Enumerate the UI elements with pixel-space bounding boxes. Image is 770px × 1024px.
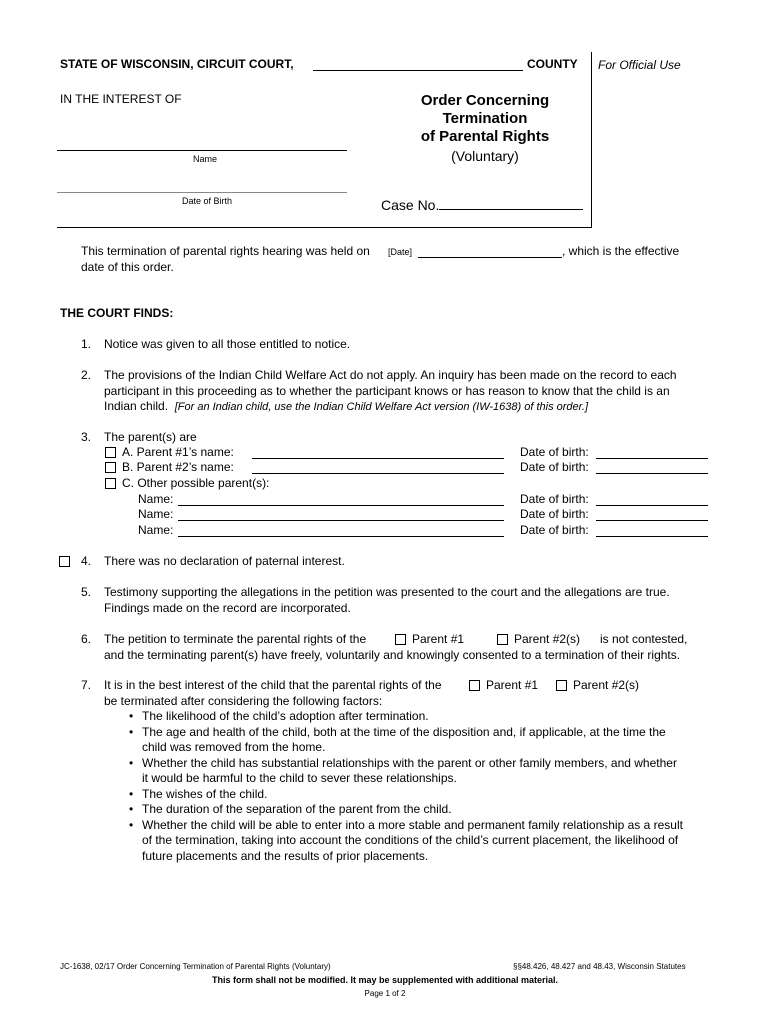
finding-3-title: The parent(s) are <box>104 430 197 444</box>
dob-field[interactable] <box>57 192 347 193</box>
finding-1-text: Notice was given to all those entitled to notice. <box>104 337 351 351</box>
parent-2-label: B. Parent #2’s name: <box>122 460 234 474</box>
parent-1-name-field[interactable] <box>252 458 504 459</box>
finding-2-note: [For an Indian child, use the Indian Child Welfare Act version (IW-1638) of this order.] <box>174 401 589 413</box>
finding-2-line3a: Indian child. <box>104 399 169 413</box>
other-name-label-1: Name: <box>138 492 174 506</box>
finding-7-text: It is in the best interest of the child that the parental rights of the <box>104 678 442 692</box>
finding-5-text <box>104 585 670 616</box>
dob-label: Date of Birth <box>182 196 233 206</box>
factor-6-cont: of the termination, taking into account the conditions of the child’s current placement, the likelihood of <box>142 833 679 847</box>
parent-1-dob-label: Date of birth: <box>520 445 589 459</box>
form-subtitle: (Voluntary) <box>451 148 519 164</box>
case-no-label: Case No. <box>381 197 440 213</box>
factor-1: The likelihood of the child’s adoption after termination. <box>142 709 429 723</box>
county-field[interactable] <box>313 70 523 71</box>
hearing-suffix: , which is the effective <box>562 244 680 258</box>
parent-2-checkbox[interactable] <box>105 462 116 473</box>
bullet-1: • <box>129 709 134 723</box>
page-number: Page 1 of 2 <box>364 989 406 998</box>
other-dob-field-1[interactable] <box>596 505 708 506</box>
finding-2-text <box>104 368 677 416</box>
finding-4-number: 4. <box>81 554 92 568</box>
finding-6-parent1-checkbox[interactable] <box>395 634 406 645</box>
finding-6-line2: and the terminating parent(s) have freely, voluntarily and knowingly consented to a termination of their rights. <box>104 648 681 662</box>
other-name-label-2: Name: <box>138 507 174 521</box>
form-title-line3: of Parental Rights <box>420 128 550 145</box>
name-field[interactable] <box>57 150 347 151</box>
official-use-divider <box>591 52 592 228</box>
parent-2-dob-label: Date of birth: <box>520 460 589 474</box>
bullet-4: • <box>129 787 134 801</box>
finding-5-line2: Findings made on the record are incorporated. <box>104 600 351 615</box>
bullet-5: • <box>129 802 134 816</box>
official-use-label: For Official Use <box>598 58 681 72</box>
factor-6: Whether the child will be able to enter into a more stable and permanent family relationship as a result <box>142 818 683 832</box>
finding-2-line1: The provisions of the Indian Child Welfare Act do not apply. An inquiry has been made on the record to each <box>104 368 677 382</box>
parent-1-dob-field[interactable] <box>596 458 708 459</box>
caption-divider <box>57 227 592 228</box>
finding-2-number: 2. <box>81 368 92 382</box>
name-label: Name <box>193 154 218 164</box>
modification-notice: This form shall not be modified. It may be supplemented with additional material. <box>211 975 559 985</box>
other-name-field-2[interactable] <box>178 520 504 521</box>
finding-7-parent2-label: Parent #2(s) <box>573 678 640 692</box>
other-dob-field-2[interactable] <box>596 520 708 521</box>
hearing-date-field[interactable] <box>418 257 562 258</box>
finding-7-line2: be terminated after considering the following factors: <box>104 694 383 708</box>
form-title-line1: Order Concerning <box>420 92 550 109</box>
finding-6-not-contested: is not contested, <box>600 632 688 646</box>
statutes: §§48.426, 48.427 and 48.43, Wisconsin Statutes <box>513 962 686 971</box>
finding-2-line2: participant in this proceeding as to whether the participant knows or has reason to know that the child is an <box>104 383 670 398</box>
finding-5-number: 5. <box>81 585 92 599</box>
in-interest-label: IN THE INTEREST OF <box>60 92 182 106</box>
factor-2: The age and health of the child, both at the time of the disposition and, if applicable, at the time the <box>142 725 666 739</box>
finding-4-text: There was no declaration of paternal interest. <box>104 554 345 568</box>
other-name-field-3[interactable] <box>178 536 504 537</box>
parent-1-label: A. Parent #1’s name: <box>122 445 234 459</box>
finding-7-parent1-label: Parent #1 <box>486 678 539 692</box>
bullet-6: • <box>129 818 134 832</box>
findings-heading: THE COURT FINDS: <box>60 306 174 320</box>
finding-5-line1: Testimony supporting the allegations in the petition was presented to the court and the allegations are true. <box>104 585 670 599</box>
finding-6-parent2-label: Parent #2(s) <box>514 632 581 646</box>
factor-6-cont2: future placements and the results of prior placements. <box>142 849 429 863</box>
form-id: JC-1638, 02/17 Order Concerning Termination of Parental Rights (Voluntary) <box>60 962 331 971</box>
factor-5: The duration of the separation of the parent from the child. <box>142 802 452 816</box>
case-no-field[interactable] <box>439 209 583 210</box>
factor-3-cont: it would be harmful to the child to sever these relationships. <box>142 771 457 785</box>
bullet-2: • <box>129 725 134 739</box>
parent-2-dob-field[interactable] <box>596 473 708 474</box>
finding-1-number: 1. <box>81 337 92 351</box>
finding-6-number: 6. <box>81 632 92 646</box>
other-dob-label-2: Date of birth: <box>520 507 589 521</box>
hearing-line2: date of this order. <box>81 260 174 274</box>
bullet-3: • <box>129 756 134 770</box>
other-dob-label-3: Date of birth: <box>520 523 589 537</box>
finding-7-number: 7. <box>81 678 92 692</box>
other-dob-field-3[interactable] <box>596 536 708 537</box>
hearing-date-label: [Date] <box>388 247 413 257</box>
court-heading: STATE OF WISCONSIN, CIRCUIT COURT, <box>60 57 294 71</box>
finding-7-parent1-checkbox[interactable] <box>469 680 480 691</box>
finding-6-parent2-checkbox[interactable] <box>497 634 508 645</box>
form-title <box>380 92 590 146</box>
other-parent-checkbox[interactable] <box>105 478 116 489</box>
hearing-prefix: This termination of parental rights hearing was held on <box>81 244 370 258</box>
other-dob-label-1: Date of birth: <box>520 492 589 506</box>
other-name-field-1[interactable] <box>178 505 504 506</box>
factor-3: Whether the child has substantial relationships with the parent or other family members, and whether <box>142 756 677 770</box>
finding-3-number: 3. <box>81 430 92 444</box>
parent-2-name-field[interactable] <box>252 473 504 474</box>
county-label: COUNTY <box>527 57 578 71</box>
form-title-line2: Termination <box>442 110 528 127</box>
finding-2-line3 <box>104 399 677 416</box>
other-parent-label: C. Other possible parent(s): <box>122 476 270 490</box>
parent-1-checkbox[interactable] <box>105 447 116 458</box>
finding-7-parent2-checkbox[interactable] <box>556 680 567 691</box>
factor-2-cont: child was removed from the home. <box>142 740 326 754</box>
finding-4-checkbox[interactable] <box>59 556 70 567</box>
factor-4: The wishes of the child. <box>142 787 268 801</box>
finding-6-parent1-label: Parent #1 <box>412 632 465 646</box>
other-name-label-3: Name: <box>138 523 174 537</box>
finding-6-text: The petition to terminate the parental rights of the <box>104 632 367 646</box>
